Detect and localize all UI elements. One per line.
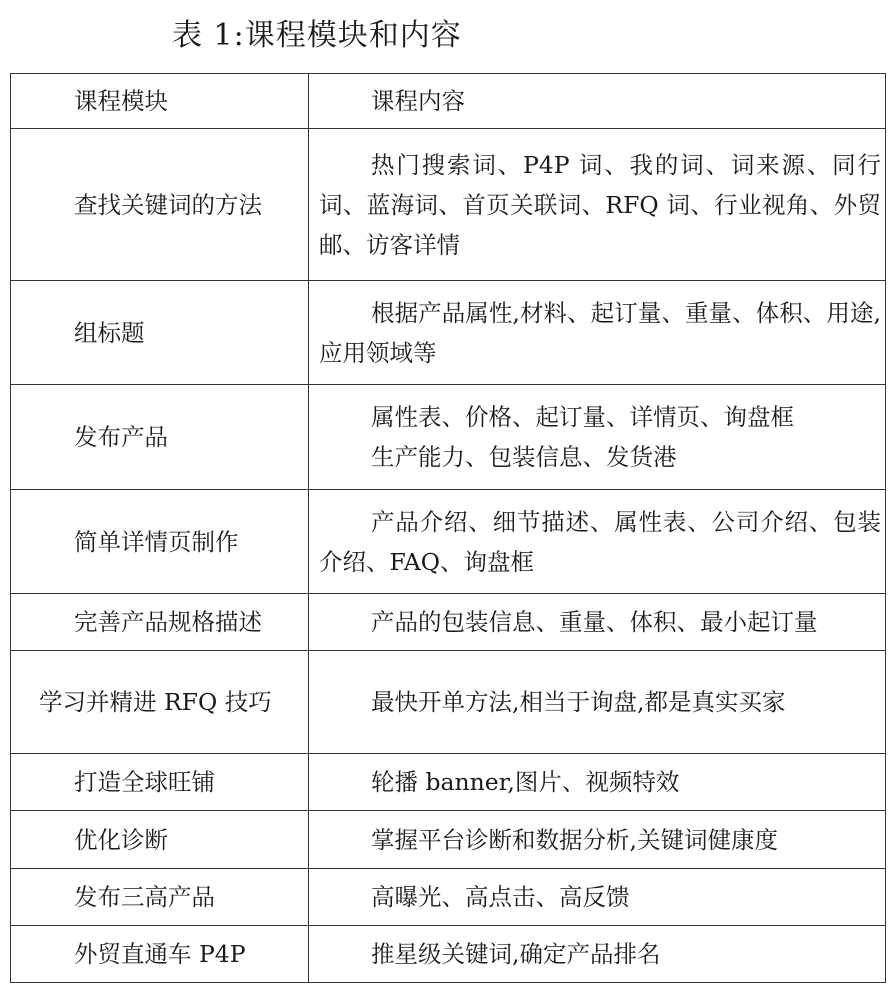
table-row (11, 594, 886, 651)
table-header-row (11, 74, 886, 129)
table-row (11, 129, 886, 281)
module-cell: 发布产品 (11, 385, 309, 490)
content-line: 生产能力、包装信息、发货港 (371, 443, 677, 471)
table-row (11, 490, 886, 594)
module-cell: 查找关键词的方法 (11, 129, 309, 281)
module-cell: 组标题 (11, 281, 309, 385)
content-cell: 最快开单方法,相当于询盘,都是真实买家 (309, 651, 886, 754)
table-row (11, 754, 886, 811)
table-row (11, 385, 886, 490)
content-line: 属性表、价格、起订量、详情页、询盘框 (371, 403, 794, 431)
content-cell: 产品介绍、细节描述、属性表、公司介绍、包装介绍、FAQ、询盘框 (309, 490, 886, 594)
header-module: 课程模块 (11, 74, 309, 129)
module-cell: 优化诊断 (11, 811, 309, 869)
course-table (10, 73, 886, 983)
table-row (11, 869, 886, 926)
module-cell: 简单详情页制作 (11, 490, 309, 594)
content-cell: 轮播 banner,图片、视频特效 (309, 754, 886, 811)
module-cell: 完善产品规格描述 (11, 594, 309, 651)
content-cell: 产品的包装信息、重量、体积、最小起订量 (309, 594, 886, 651)
content-cell: 高曝光、高点击、高反馈 (309, 869, 886, 926)
content-cell: 热门搜索词、P4P 词、我的词、词来源、同行词、蓝海词、首页关联词、RFQ 词、行业视角、外贸邮、访客详情 (309, 129, 886, 281)
module-cell: 发布三高产品 (11, 869, 309, 926)
content-cell: 推星级关键词,确定产品排名 (309, 926, 886, 983)
content-cell: 根据产品属性,材料、起订量、重量、体积、用途,应用领域等 (309, 281, 886, 385)
header-content: 课程内容 (309, 74, 886, 129)
table-row (11, 651, 886, 754)
table-row (11, 811, 886, 869)
table-row (11, 281, 886, 385)
content-cell: 掌握平台诊断和数据分析,关键词健康度 (309, 811, 886, 869)
content-cell (309, 385, 886, 490)
module-cell: 学习并精进 RFQ 技巧 (11, 651, 309, 754)
module-cell: 外贸直通车 P4P (11, 926, 309, 983)
table-title: 表 1:课程模块和内容 (172, 18, 462, 53)
module-cell: 打造全球旺铺 (11, 754, 309, 811)
table-row (11, 926, 886, 983)
